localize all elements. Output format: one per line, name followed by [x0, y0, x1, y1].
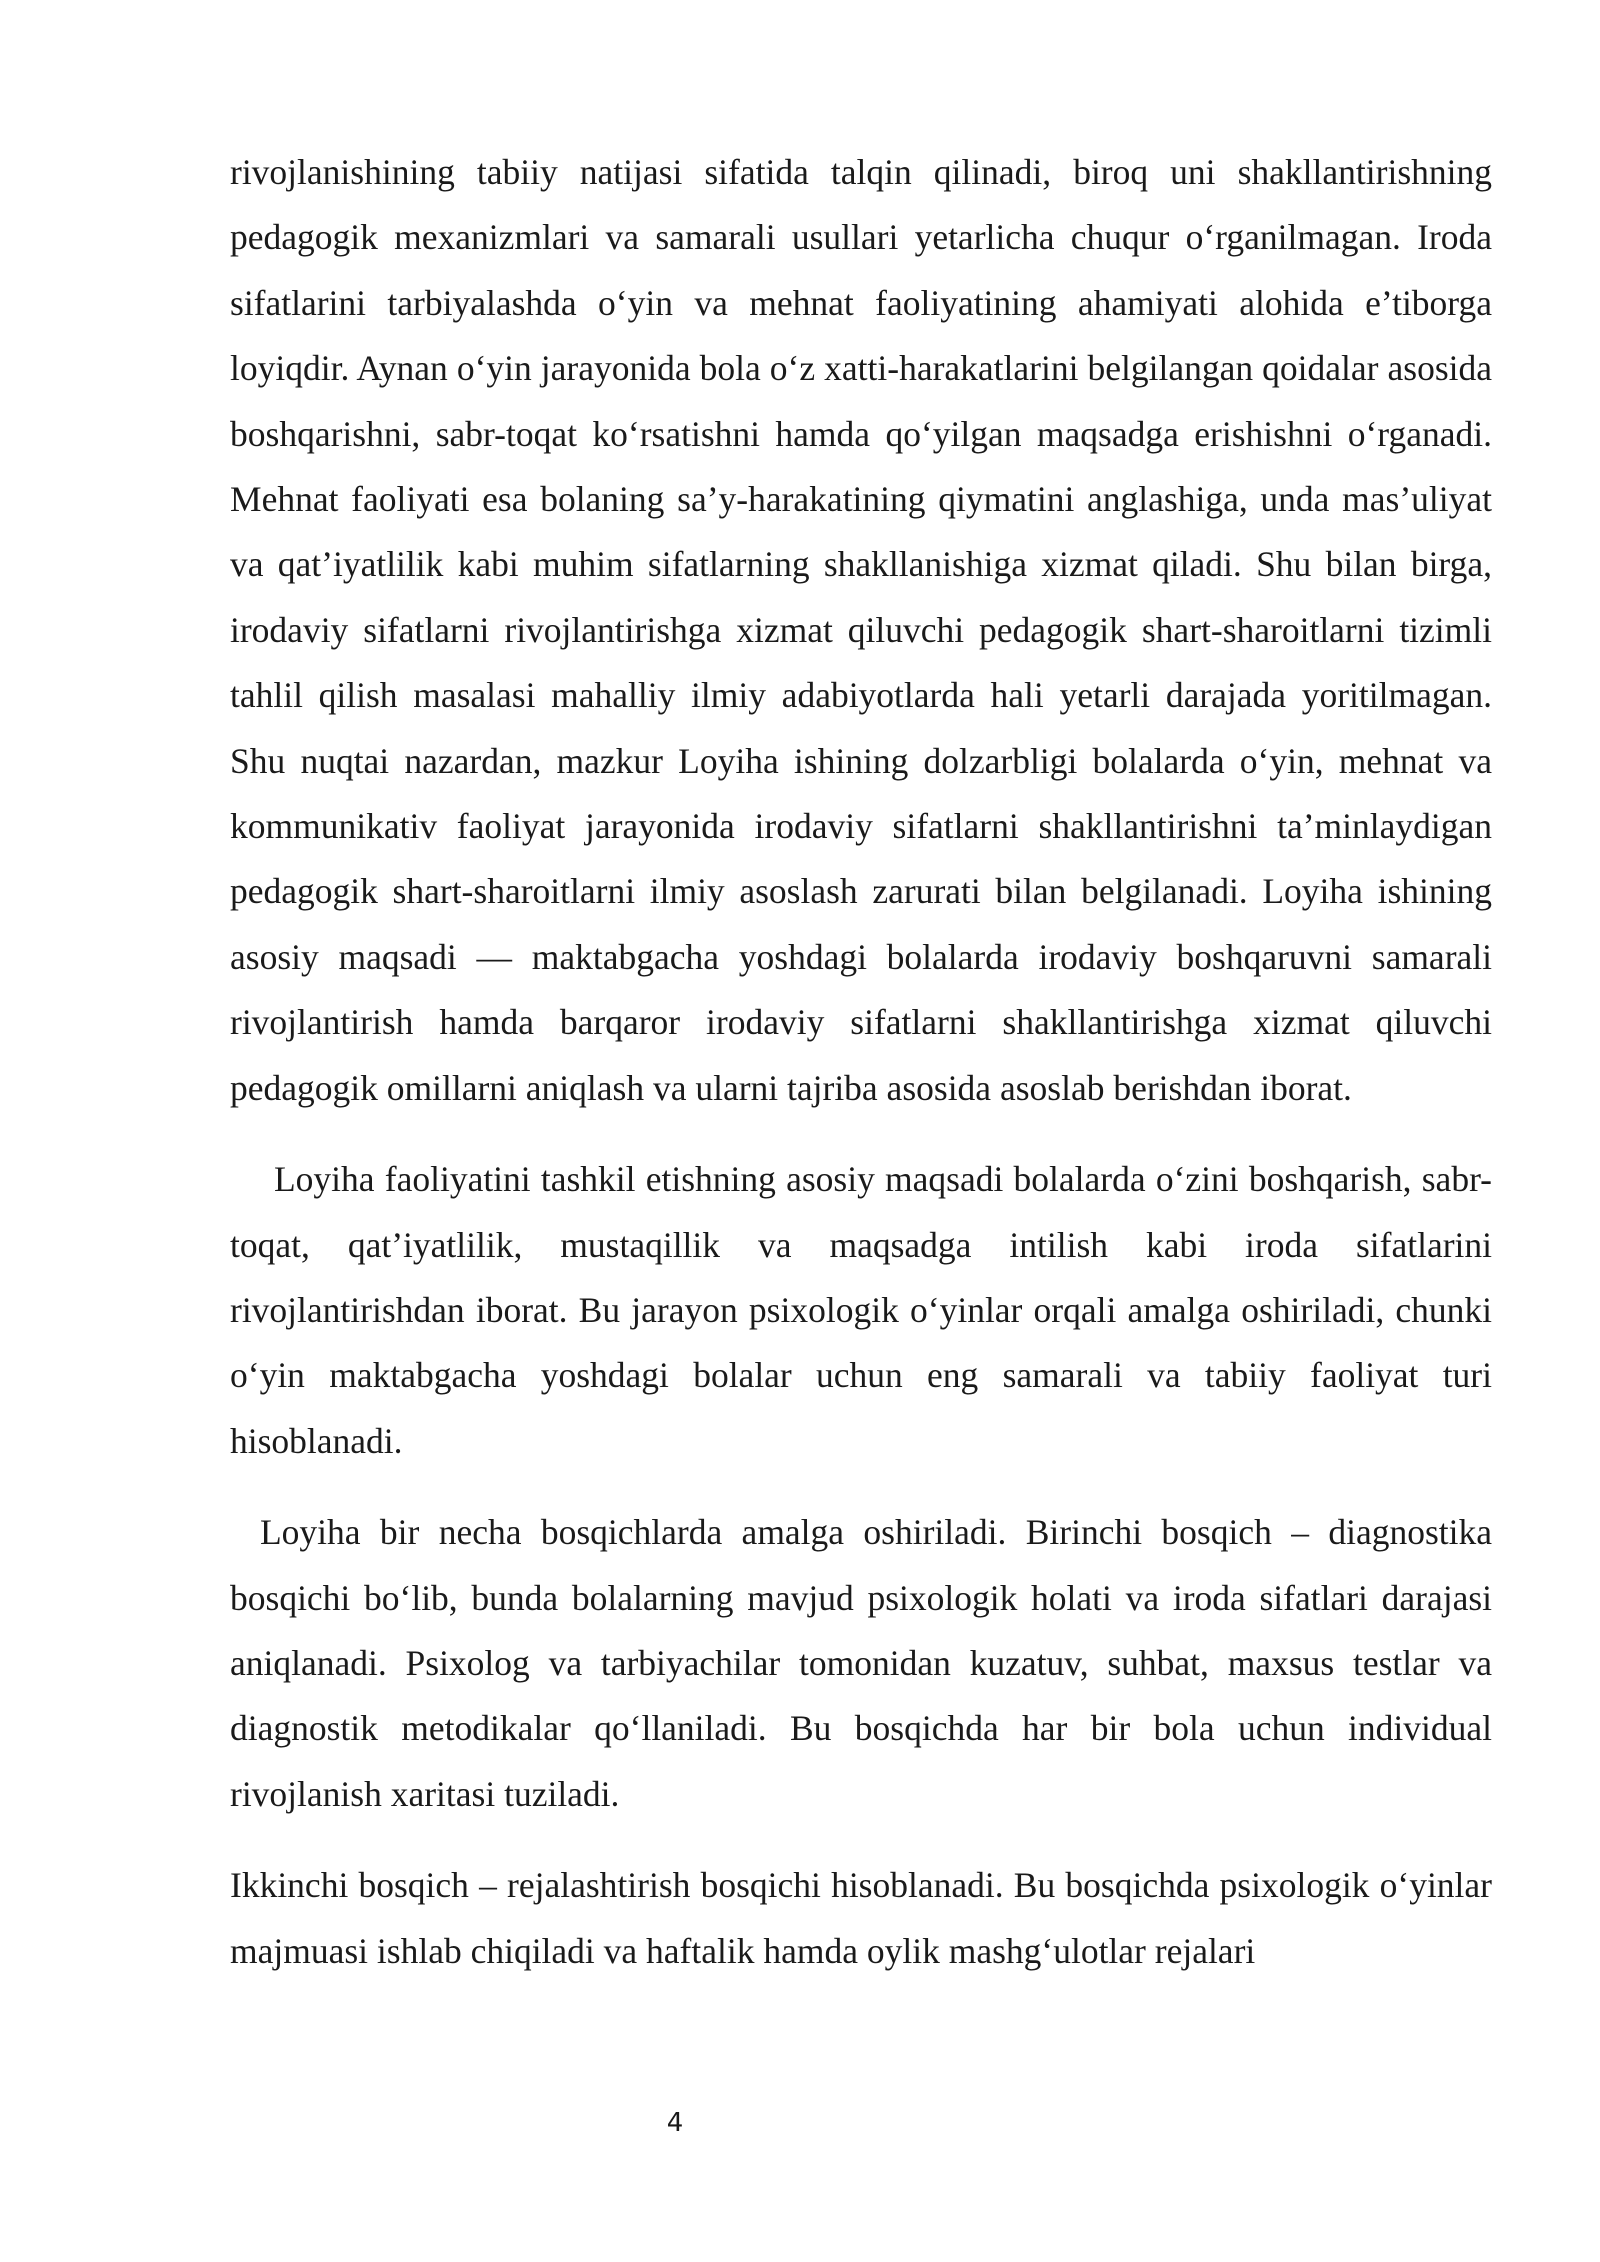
page-number: 4 [666, 2108, 684, 2138]
paragraph-2: Loyiha faoliyatini tashkil etishning asosiy maqsadi bolalarda o‘zini boshqarish, sabr-toqat, qat’iyatlilik, mustaqillik va maqsadga intilish kabi iroda sifatlarini rivojlantirishdan iborat. Bu jarayon psixologik o‘yinlar orqali amalga oshiriladi, chunki o‘yin maktabgacha yoshdagi bolalar uchun eng samarali va tabiiy faoliyat turi hisoblanadi. [230, 1159, 1492, 1461]
paragraph-3: Loyiha bir necha bosqichlarda amalga oshiriladi. Birinchi bosqich – diagnostika bosqichi bo‘lib, bunda bolalarning mavjud psixologik holati va iroda sifatlari darajasi aniqlanadi. Psixolog va tarbiyachilar tomonidan kuzatuv, suhbat, maxsus testlar va diagnostik metodikalar qo‘llaniladi. Bu bosqichda har bir bola uchun individual rivojlanish xaritasi tuziladi. [230, 1512, 1492, 1814]
paragraph-1: rivojlanishining tabiiy natijasi sifatida talqin qilinadi, biroq uni shakllantirishning pedagogik mexanizmlari va samarali usullari yetarlicha chuqur o‘rganilmagan. Iroda sifatlarini tarbiyalashda o‘yin va mehnat faoliyatining ahamiyati alohida e’tiborga loyiqdir. Aynan o‘yin jarayonida bola o‘z xatti-harakatlarini belgilangan qoidalar asosida boshqarishni, sabr-toqat ko‘rsatishni hamda qo‘yilgan maqsadga erishishni o‘rganadi. Mehnat faoliyati esa bolaning sa’y-harakatining qiymatini anglashiga, unda mas’uliyat va qat’iyatlilik kabi muhim sifatlarning shakllanishiga xizmat qiladi. Shu bilan birga, irodaviy sifatlarni rivojlantirishga xizmat qiluvchi pedagogik shart-sharoitlarni tizimli tahlil qilish masalasi mahalliy ilmiy adabiyotlarda hali yetarli darajada yoritilmagan. Shu nuqtai nazardan, mazkur Loyiha ishining dolzarbligi bolalarda o‘yin, mehnat va kommunikativ faoliyat jarayonida irodaviy sifatlarni shakllantirishni ta’minlaydigan pedagogik shart-sharoitlarni ilmiy asoslash zarurati bilan belgilanadi. Loyiha ishining asosiy maqsadi — maktabgacha yoshdagi bolalarda irodaviy boshqaruvni samarali rivojlantirish hamda barqaror irodaviy sifatlarni shakllantirishga xizmat qiluvchi pedagogik omillarni aniqlash va ularni tajriba asosida asoslab berishdan iborat. [230, 152, 1492, 1108]
paragraph-4: Ikkinchi bosqich – rejalashtirish bosqichi hisoblanadi. Bu bosqichda psixologik o‘yinlar majmuasi ishlab chiqiladi va haftalik hamda oylik mashg‘ulotlar rejalari [230, 1865, 1492, 1971]
document-page [230, 140, 1492, 1984]
